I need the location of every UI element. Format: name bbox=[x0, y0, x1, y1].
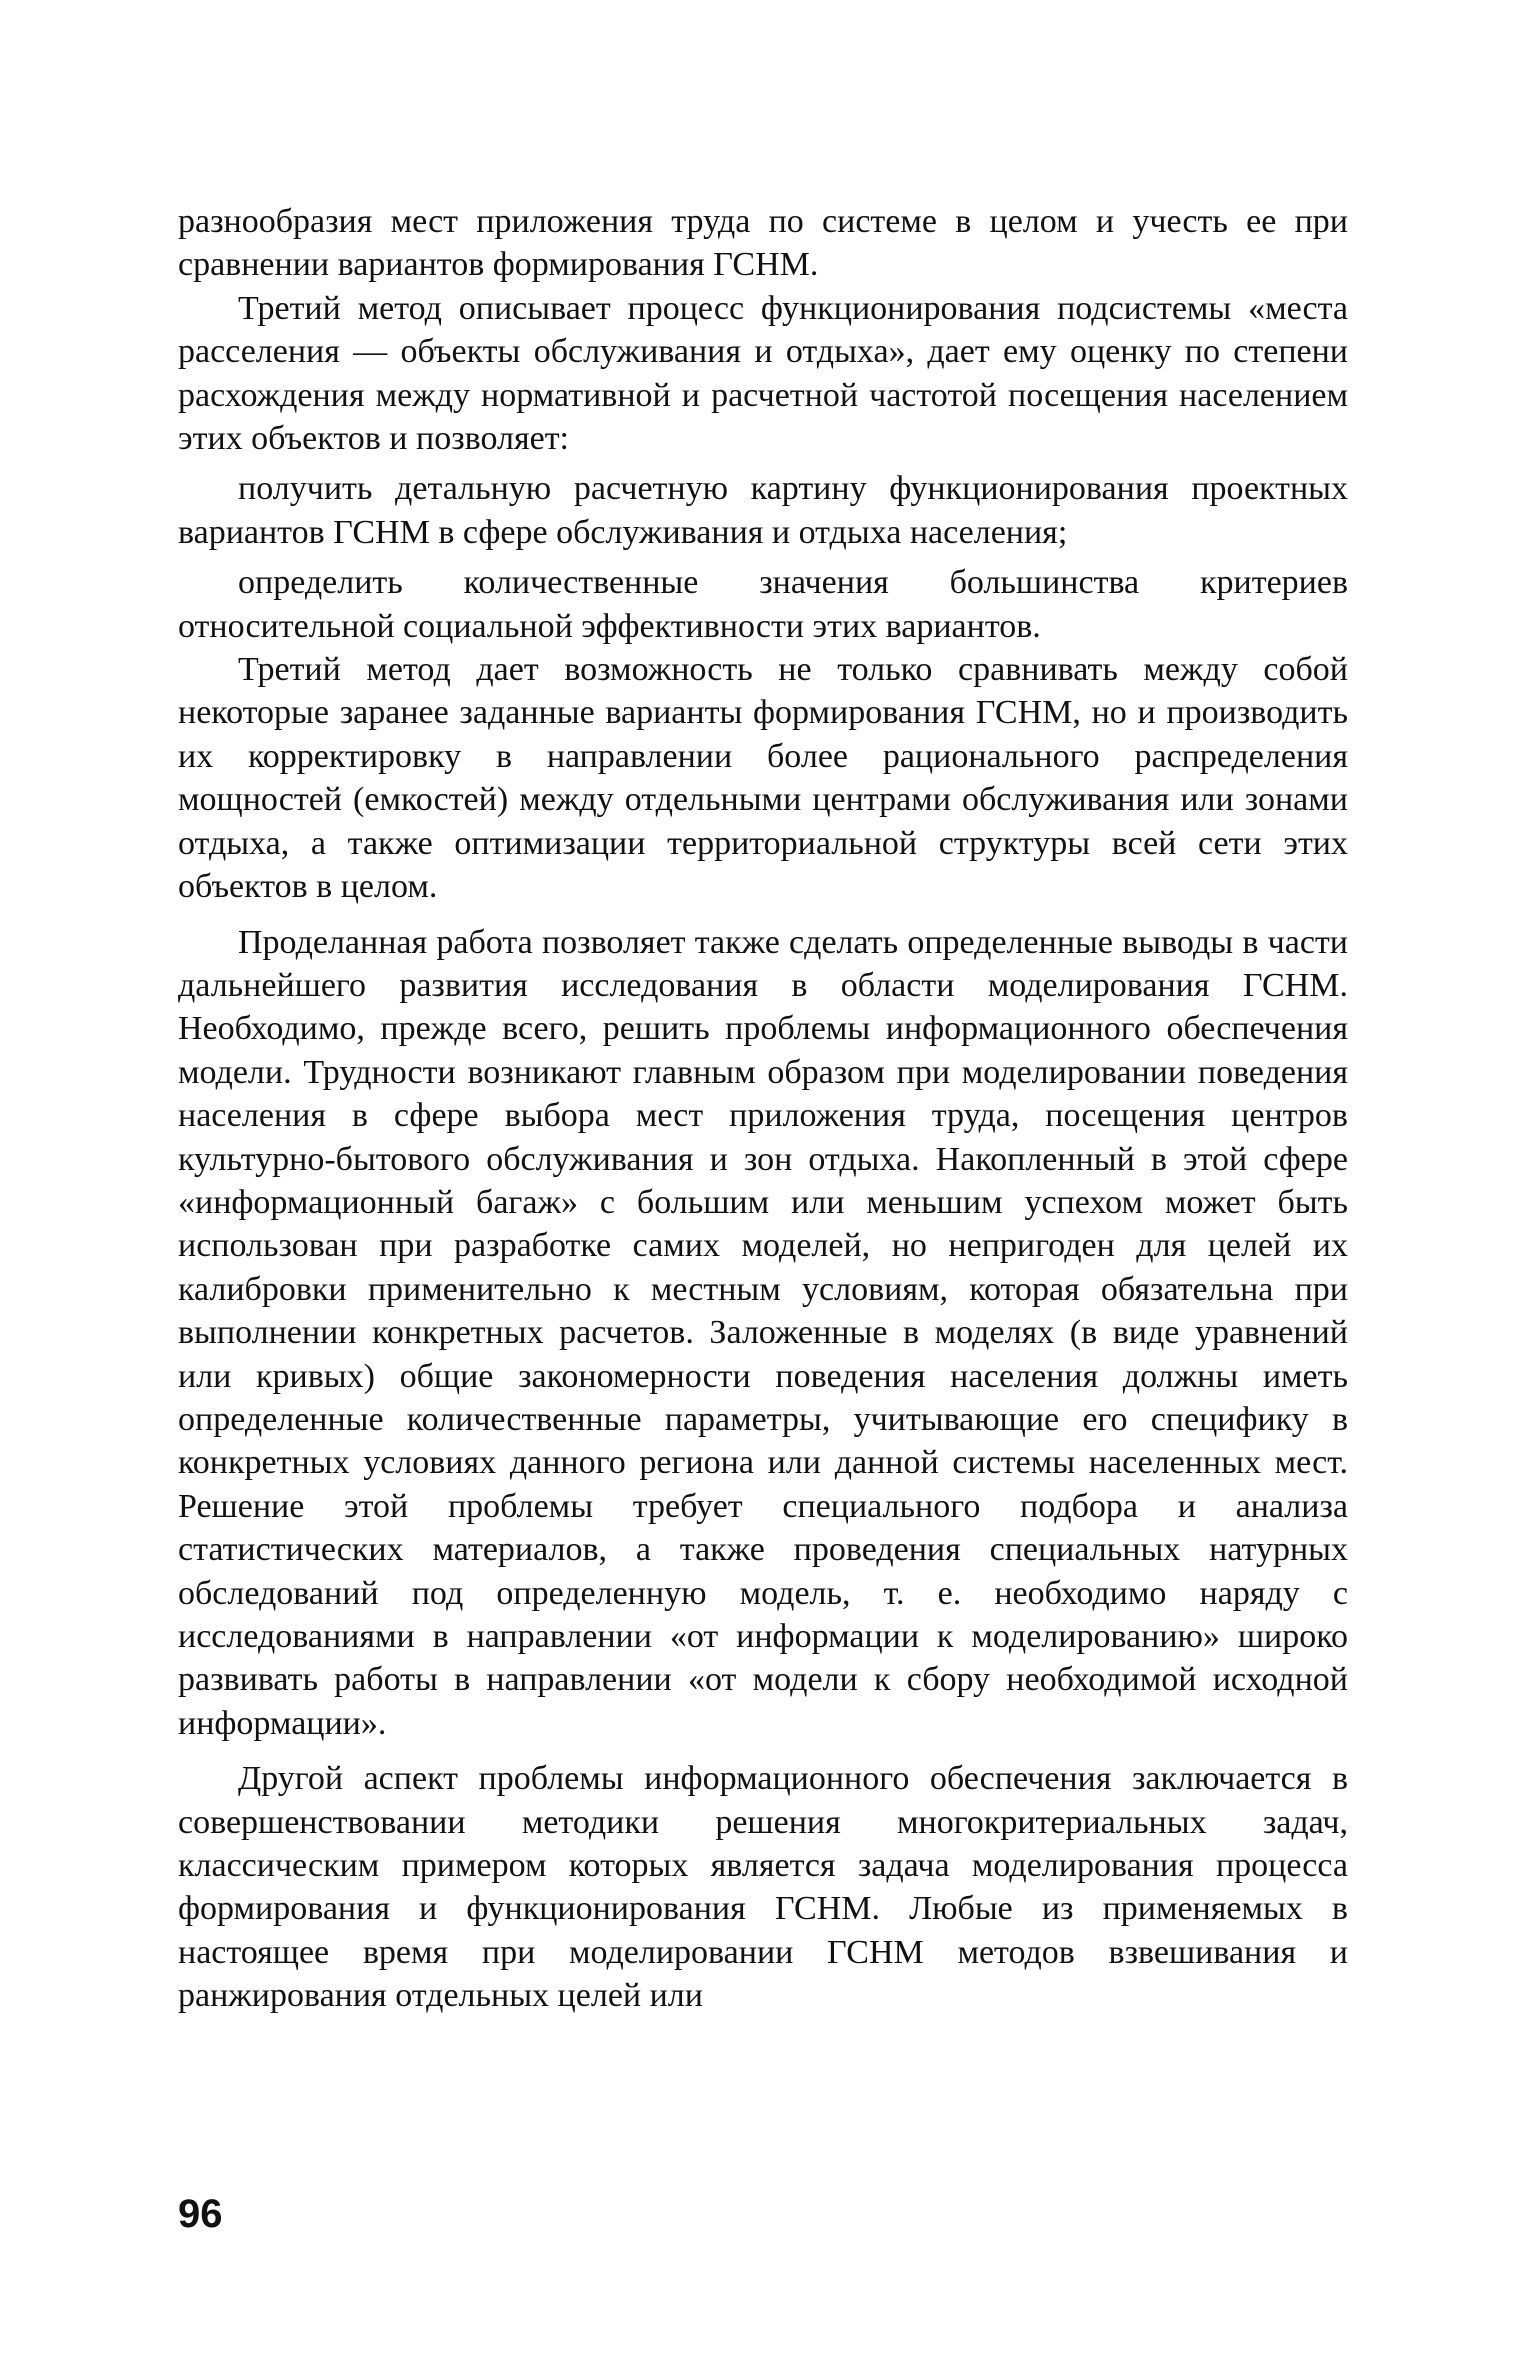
paragraph-third-method: Третий метод описывает процесс функционирования подсистемы «места расселения — объекты обслуживания и отдыха», дает ему оценку по степени расхождения между нормативной и расчетной частотой посещения населением этих объектов и позволяет: bbox=[178, 289, 1348, 458]
paragraph-third-method-possibility: Третий метод дает возможность не только сравнивать между собой некоторые заранее заданные варианты формирования ГСНМ, но и производить их корректировку в направлении более рационального распределения мощностей (емкостей) между отдельными центрами обслуживания или зонами отдыха, а также оптимизации территориальной структуры всей сети этих объектов в целом. bbox=[178, 651, 1348, 906]
list-item-criteria: определить количественные значения большинства критериев относительной социальной эффективности этих вариантов. bbox=[178, 564, 1348, 645]
page-body bbox=[178, 200, 1348, 2018]
page-number: 96 bbox=[178, 2192, 223, 2236]
paragraph-other-aspect: Другой аспект проблемы информационного обеспечения заключается в совершенствовании методики решения многокритериальных задач, классическим примером которых является задача моделирования процесса формирования и функционирования ГСНМ. Любые из применяемых в настоящее время при моделировании ГСНМ методов взвешивания и ранжирования отдельных целей или bbox=[178, 1760, 1348, 2015]
paragraph-work-done: Проделанная работа позволяет также сделать определенные выводы в части дальнейшего развития исследования в области моделирования ГСНМ. Необходимо, прежде всего, решить проблемы информационного обеспечения модели. Трудности возникают главным образом при моделировании поведения населения в сфере выбора мест приложения труда, посещения центров культурно-бытового обслуживания и зон отдыха. Накопленный в этой сфере «информационный багаж» с большим или меньшим успехом может быть использован при разработке самих моделей, но непригоден для целей их калибровки применительно к местным условиям, которая обязательна при выполнении конкретных расчетов. Заложенные в моделях (в виде уравнений или кривых) общие закономерности поведения населения должны иметь определенные количественные параметры, учитывающие его специфику в конкретных условиях данного региона или данной системы населенных мест. Решение этой проблемы требует специального подбора и анализа статистических материалов, а также проведения специальных натурных обследований под определенную модель, т. е. необходимо наряду с исследованиями в направлении «от информации к моделированию» широко развивать работы в направлении «от модели к сбору необходимой исходной информации». bbox=[178, 923, 1348, 1742]
paragraph-continuation: разнообразия мест приложения труда по системе в целом и учесть ее при сравнении вариантов формирования ГСНМ. bbox=[178, 203, 1348, 284]
list-item-detailed-picture: получить детальную расчетную картину функционирования проектных вариантов ГСНМ в сфере обслуживания и отдыха населения; bbox=[178, 470, 1348, 551]
